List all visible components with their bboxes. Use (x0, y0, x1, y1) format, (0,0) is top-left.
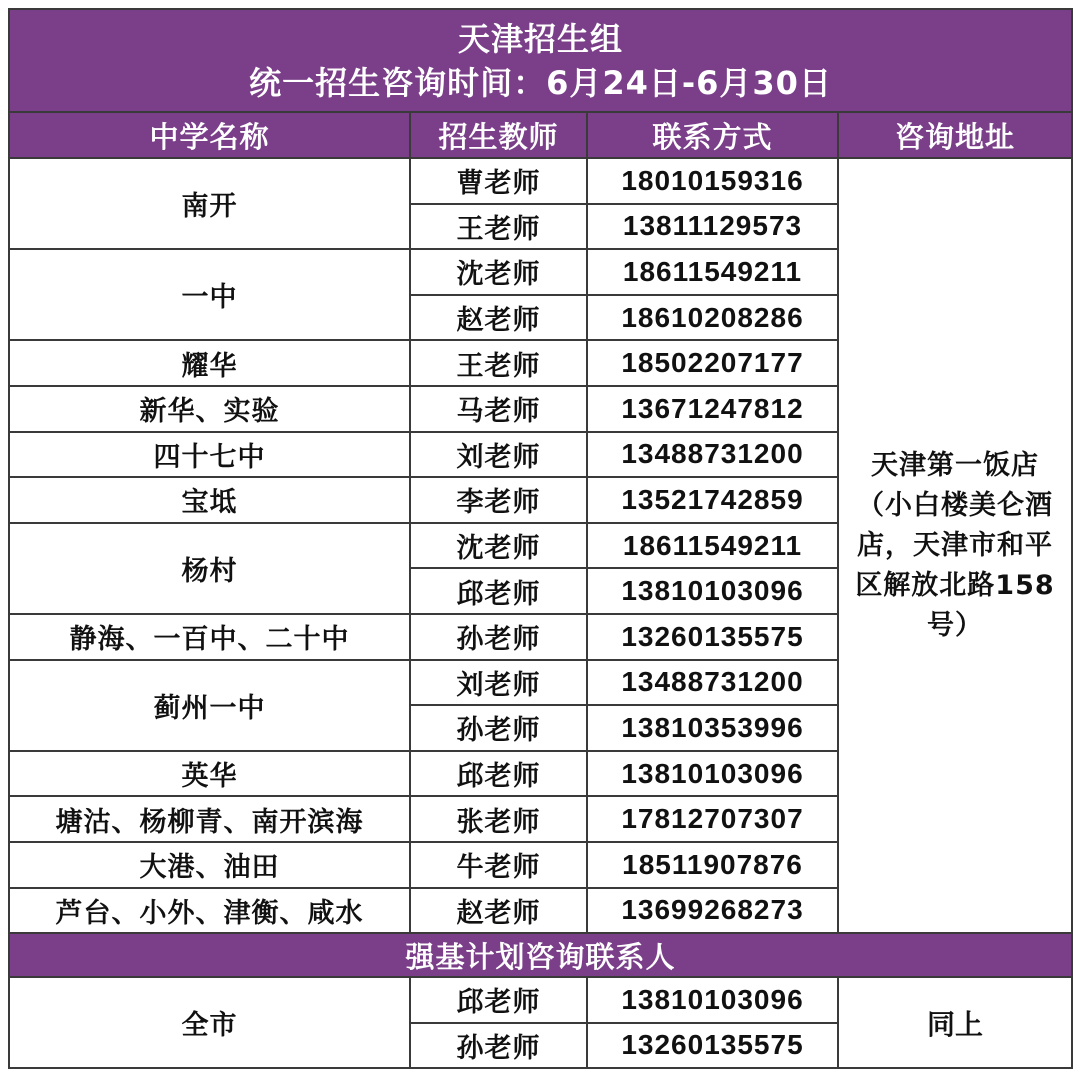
table-title-banner (9, 9, 1072, 112)
column-header-address: 咨询地址 (838, 112, 1072, 158)
teacher-name: 张老师 (410, 796, 587, 842)
phone-number: 13260135575 (587, 614, 838, 660)
school-name: 一中 (9, 249, 410, 340)
teacher-name: 刘老师 (410, 660, 587, 706)
school-name: 芦台、小外、津衡、咸水 (9, 888, 410, 934)
page-title: 天津招生组 (458, 19, 624, 58)
teacher-name: 马老师 (410, 386, 587, 432)
consultation-address: 同上 (838, 977, 1072, 1068)
teacher-name: 王老师 (410, 204, 587, 250)
school-name: 南开 (9, 158, 410, 249)
teacher-name: 邱老师 (410, 568, 587, 614)
column-header-teacher: 招生教师 (410, 112, 587, 158)
phone-number: 13699268273 (587, 888, 838, 934)
phone-number: 13810103096 (587, 751, 838, 797)
phone-number: 18611549211 (587, 249, 838, 295)
school-name: 英华 (9, 751, 410, 797)
school-name: 大港、油田 (9, 842, 410, 888)
teacher-name: 牛老师 (410, 842, 587, 888)
teacher-name: 孙老师 (410, 705, 587, 751)
phone-number: 13811129573 (587, 204, 838, 250)
school-name: 四十七中 (9, 432, 410, 478)
teacher-name: 赵老师 (410, 888, 587, 934)
teacher-name: 孙老师 (410, 614, 587, 660)
teacher-name: 沈老师 (410, 523, 587, 569)
consultation-address: 天津第一饭店（小白楼美仑酒店，天津市和平区解放北路158号） (838, 158, 1072, 933)
column-header-phone: 联系方式 (587, 112, 838, 158)
phone-number: 13488731200 (587, 432, 838, 478)
school-name: 塘沽、杨柳青、南开滨海 (9, 796, 410, 842)
teacher-name: 刘老师 (410, 432, 587, 478)
teacher-name: 沈老师 (410, 249, 587, 295)
phone-number: 13810103096 (587, 568, 838, 614)
teacher-name: 王老师 (410, 340, 587, 386)
teacher-name: 邱老师 (410, 751, 587, 797)
column-header-school: 中学名称 (9, 112, 410, 158)
school-name: 耀华 (9, 340, 410, 386)
school-name: 蓟州一中 (9, 660, 410, 751)
teacher-name: 孙老师 (410, 1023, 587, 1069)
school-name: 全市 (9, 977, 410, 1068)
phone-number: 13810103096 (587, 977, 838, 1023)
phone-number: 13488731200 (587, 660, 838, 706)
phone-number: 18610208286 (587, 295, 838, 341)
teacher-name: 曹老师 (410, 158, 587, 204)
phone-number: 18010159316 (587, 158, 838, 204)
section-title: 强基计划咨询联系人 (9, 933, 1072, 977)
phone-number: 18511907876 (587, 842, 838, 888)
school-name: 杨村 (9, 523, 410, 614)
phone-number: 13260135575 (587, 1023, 838, 1069)
phone-number: 18502207177 (587, 340, 838, 386)
table-row (9, 158, 1072, 204)
teacher-name: 赵老师 (410, 295, 587, 341)
admissions-table-container (8, 8, 1071, 1069)
phone-number: 13810353996 (587, 705, 838, 751)
teacher-name: 李老师 (410, 477, 587, 523)
admissions-contact-table (8, 8, 1073, 1069)
school-name: 静海、一百中、二十中 (9, 614, 410, 660)
phone-number: 18611549211 (587, 523, 838, 569)
consultation-period: 统一招生咨询时间：6月24日-6月30日 (249, 63, 832, 102)
school-name: 宝坻 (9, 477, 410, 523)
teacher-name: 邱老师 (410, 977, 587, 1023)
phone-number: 13521742859 (587, 477, 838, 523)
school-name: 新华、实验 (9, 386, 410, 432)
phone-number: 17812707307 (587, 796, 838, 842)
phone-number: 13671247812 (587, 386, 838, 432)
table-row (9, 977, 1072, 1023)
